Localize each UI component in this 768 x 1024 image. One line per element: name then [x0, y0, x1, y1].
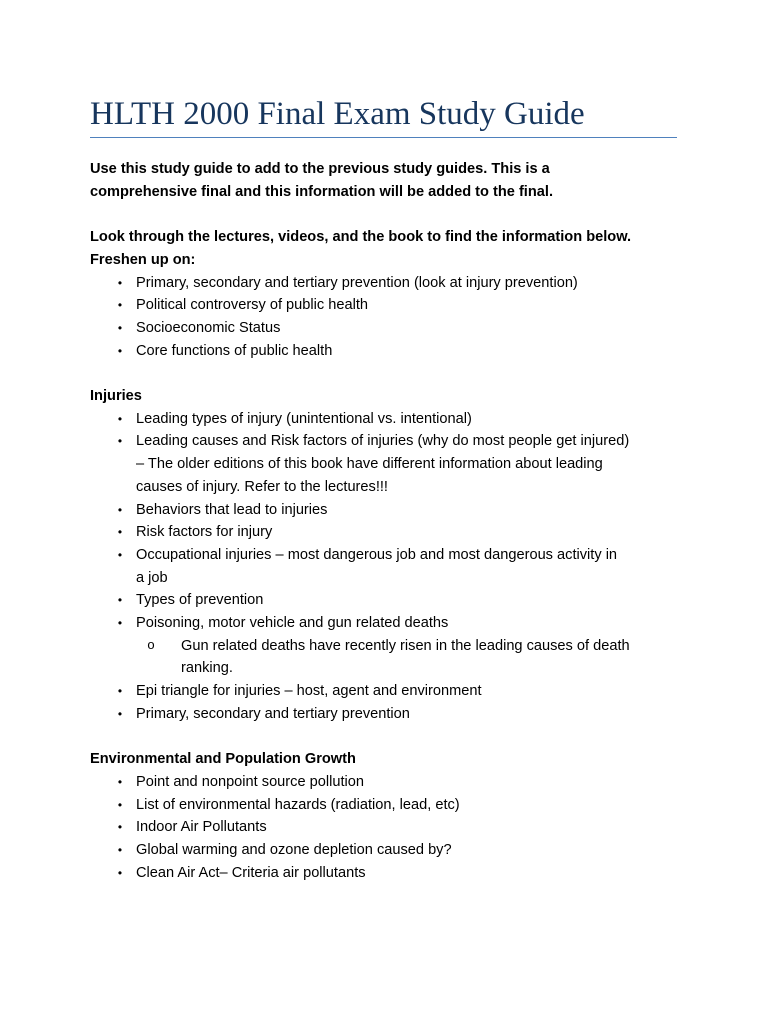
bullet-icon: • — [117, 411, 123, 426]
list-item-line: ranking. — [181, 660, 233, 677]
list-item-text: Indoor Air Pollutants — [136, 819, 267, 836]
list-item-text — [136, 680, 690, 703]
list-item-text — [136, 703, 690, 726]
bullet-icon: • — [117, 525, 123, 540]
list-item — [90, 771, 690, 794]
list-item-text: Point and nonpoint source pollution — [136, 773, 364, 790]
list-item-line: a job — [136, 569, 168, 586]
list-item-text: Socioeconomic Status — [136, 319, 281, 336]
list-item-text: List of environmental hazards (radiation, lead, etc) — [136, 796, 460, 813]
list-item — [90, 680, 690, 703]
bullet-icon: • — [117, 684, 123, 699]
page-title: HLTH 2000 Final Exam Study Guide — [90, 96, 585, 132]
list-item — [90, 816, 690, 839]
hollow-bullet-icon: o — [147, 636, 155, 652]
paragraph-spacer — [90, 203, 690, 226]
list-item — [90, 340, 690, 363]
freshen-up-list — [90, 272, 690, 363]
bullet-icon: • — [117, 797, 123, 812]
list-item-text — [136, 408, 690, 431]
bullet-icon: • — [117, 320, 123, 335]
injuries-list — [90, 408, 690, 726]
bullet-icon: • — [117, 616, 123, 631]
bullet-icon: • — [117, 706, 123, 721]
list-item-line: Risk factors for injury — [136, 524, 273, 541]
list-item-line: Poisoning, motor vehicle and gun related deaths — [136, 615, 449, 632]
list-item-line: – The older editions of this book have different information about leading — [136, 456, 603, 473]
list-item-line: Behaviors that lead to injuries — [136, 501, 328, 518]
bullet-icon: • — [117, 502, 123, 517]
list-item — [90, 703, 690, 726]
intro-line: comprehensive final and this information will be added to the final. — [90, 183, 554, 200]
list-item-text — [136, 612, 690, 635]
list-item-line: Types of prevention — [136, 592, 264, 609]
paragraph-spacer — [90, 726, 690, 749]
list-item-text — [136, 589, 690, 612]
list-item — [90, 430, 690, 498]
list-item — [90, 839, 690, 862]
list-item — [90, 862, 690, 885]
list-item — [90, 794, 690, 817]
bullet-icon: • — [117, 298, 123, 313]
list-item-text — [136, 499, 690, 522]
list-item-text: Core functions of public health — [136, 342, 333, 359]
list-item — [90, 544, 690, 589]
list-item-line: Leading causes and Risk factors of injuries (why do most people get injured) — [136, 433, 630, 450]
list-item-line: Gun related deaths have recently risen in the leading causes of death — [181, 637, 630, 654]
list-item — [90, 408, 690, 431]
list-item-text: Primary, secondary and tertiary prevention (look at injury prevention) — [136, 274, 578, 291]
list-item-text — [136, 430, 690, 498]
bullet-icon: • — [117, 593, 123, 608]
list-item — [90, 294, 690, 317]
title-underline — [90, 137, 677, 138]
section-heading-environmental: Environmental and Population Growth — [90, 751, 356, 768]
intro-paragraph — [90, 158, 690, 203]
sub-list — [136, 635, 690, 680]
bullet-icon: • — [117, 275, 123, 290]
list-item-line: Occupational injuries – most dangerous job and most dangerous activity in — [136, 546, 618, 563]
list-item — [90, 521, 690, 544]
list-item-line: Epi triangle for injuries – host, agent and environment — [136, 683, 482, 700]
bullet-icon: • — [117, 865, 123, 880]
list-item-text: Global warming and ozone depletion caused by? — [136, 842, 452, 859]
document-body — [90, 158, 690, 884]
list-item — [90, 272, 690, 295]
list-item — [90, 589, 690, 612]
list-item-line: Primary, secondary and tertiary prevention — [136, 705, 410, 722]
section-heading-injuries: Injuries — [90, 388, 142, 404]
list-item-text — [136, 521, 690, 544]
instructions-line: Freshen up on: — [90, 251, 196, 268]
list-item-text: Clean Air Act– Criteria air pollutants — [136, 864, 366, 881]
list-item — [90, 317, 690, 340]
sub-list-item — [136, 635, 690, 680]
list-item-text — [136, 544, 690, 589]
instructions-paragraph — [90, 226, 690, 271]
bullet-icon: • — [117, 774, 123, 789]
bullet-icon: • — [117, 843, 123, 858]
list-item — [90, 612, 690, 680]
environmental-list — [90, 771, 690, 885]
bullet-icon: • — [117, 434, 123, 449]
list-item-text: Political controversy of public health — [136, 297, 368, 314]
bullet-icon: • — [117, 343, 123, 358]
list-item-line: causes of injury. Refer to the lectures!!! — [136, 478, 388, 495]
intro-line: Use this study guide to add to the previous study guides. This is a — [90, 161, 550, 177]
list-item-line: Leading types of injury (unintentional vs. intentional) — [136, 410, 472, 427]
list-item — [90, 499, 690, 522]
paragraph-spacer — [90, 362, 690, 385]
sub-list-item-text — [181, 635, 690, 680]
bullet-icon: • — [117, 547, 123, 562]
instructions-line: Look through the lectures, videos, and the book to find the information below. — [90, 229, 632, 246]
bullet-icon: • — [117, 820, 123, 835]
